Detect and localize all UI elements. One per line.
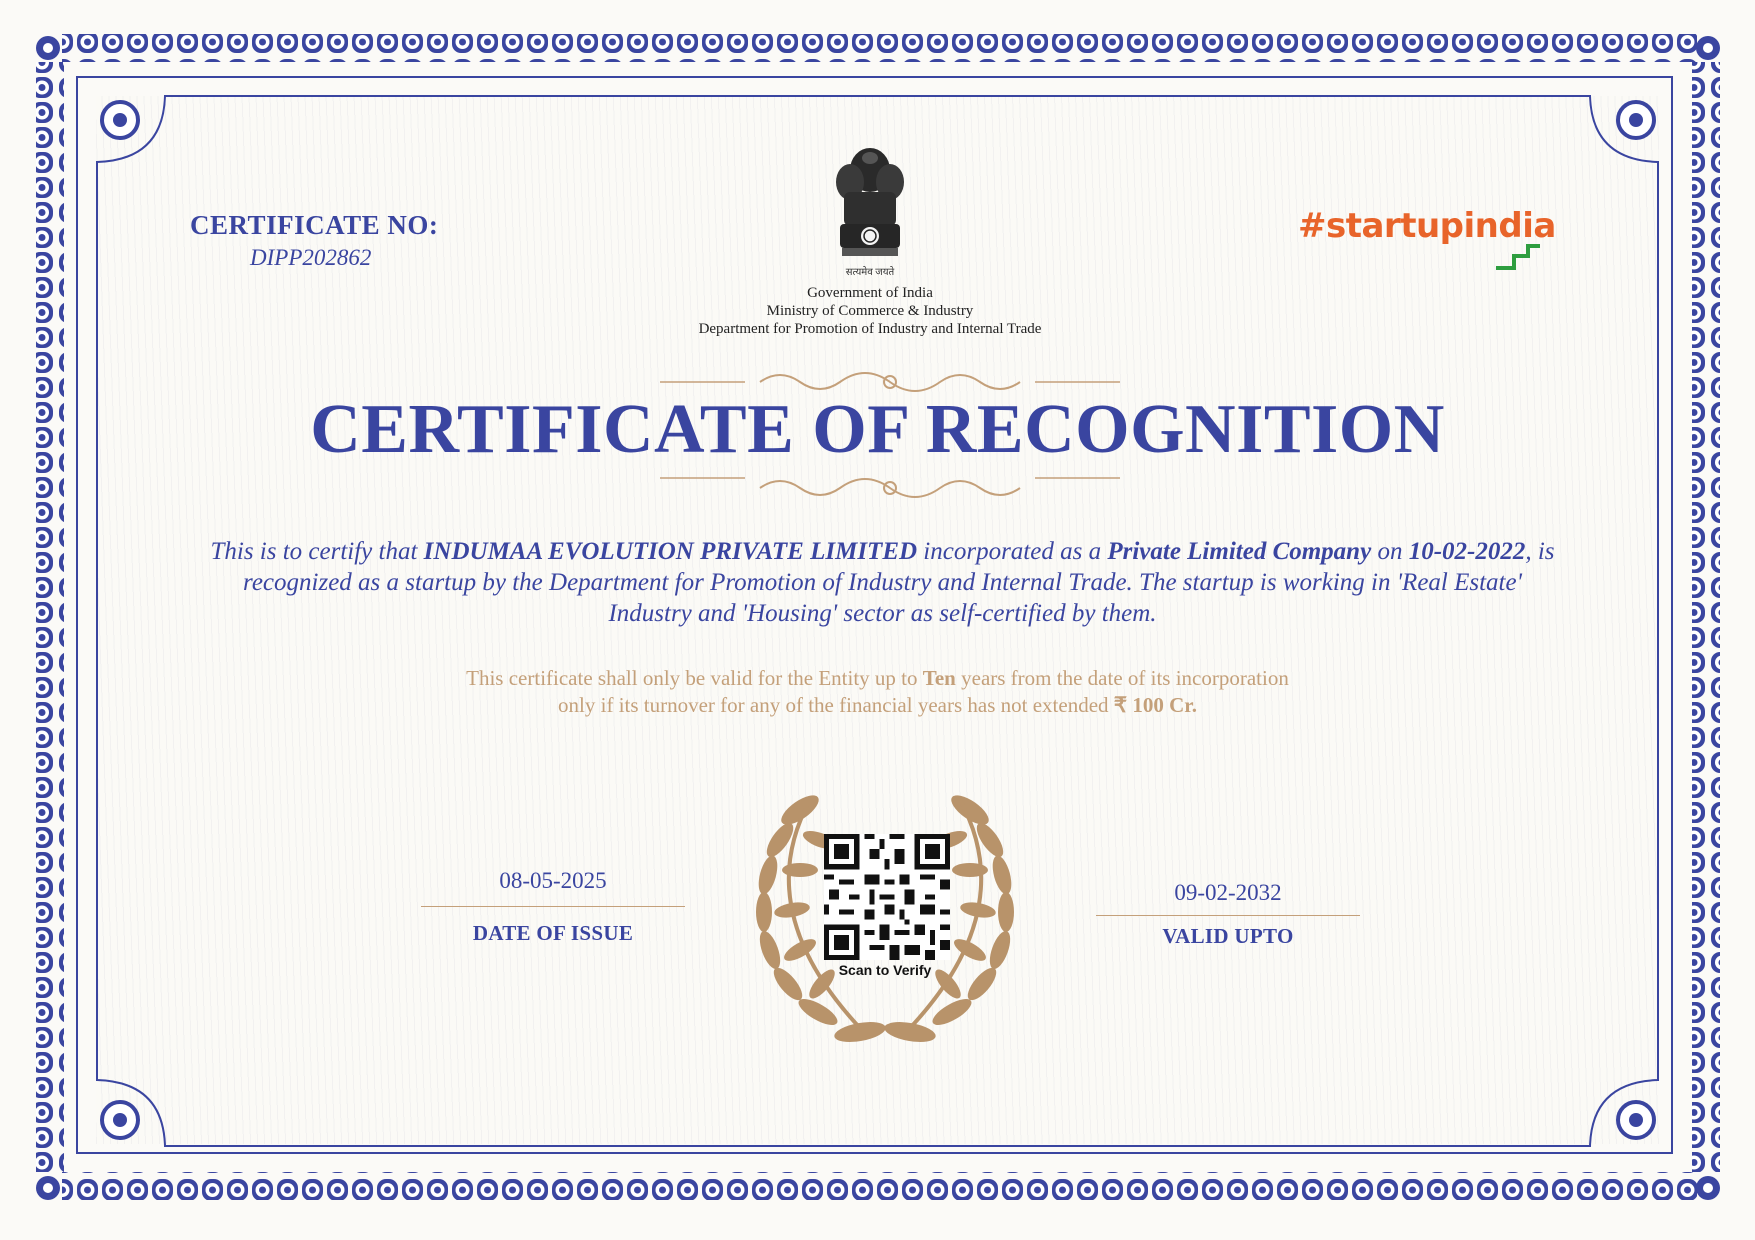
statement-recognition: , is recognized as a startup by the Department for Promotion of Industry and Internal Trade. The startup is working in 'Real Estate' Industry and 'Housing' sector as self-certified by them. [243, 538, 1555, 627]
validity-line-2 [380, 692, 1375, 719]
certificate-number-value: DIPP202862 [250, 245, 372, 270]
issuer-department: Department for Promotion of Industry and Internal Trade [698, 321, 1042, 337]
qr-caption: Scan to Verify [838, 962, 932, 978]
statement-incorporated: incorporated as a [917, 538, 1108, 565]
turnover-limit: ₹ 100 Cr. [1113, 693, 1197, 717]
issue-date-label: DATE OF ISSUE [472, 921, 634, 945]
corner-ornament-bottom-right [1616, 1100, 1656, 1140]
logo-text: #startupind [1298, 206, 1523, 246]
issuer-government: Government of India [807, 285, 933, 301]
valid-upto-date: 09-02-2032 [1174, 880, 1282, 905]
company-name: INDUMAA EVOLUTION PRIVATE LIMITED [423, 538, 918, 565]
verification-qr-code[interactable] [824, 834, 950, 960]
validity-note [380, 665, 1375, 719]
issuer-ministry: Ministry of Commerce & Industry [766, 303, 974, 319]
logo-text-end: ia [1522, 206, 1556, 246]
date-of-issue-block [421, 868, 685, 946]
startup-india-logo [1298, 206, 1556, 246]
corner-ornament-bottom-left [100, 1100, 140, 1140]
validity-text-b: years from the date of its incorporation [955, 666, 1289, 690]
corner-ornament-top-left [100, 100, 140, 140]
incorporation-date: 10-02-2022 [1408, 538, 1526, 565]
certificate-title: CERTIFICATE OF RECOGNITION [310, 391, 1445, 468]
corner-ornament-top-right [1616, 100, 1656, 140]
bottom-flourish [660, 470, 1120, 504]
company-type: Private Limited Company [1107, 538, 1372, 565]
startup-logo-step-icon [1494, 244, 1542, 270]
emblem-motto: सत्यमेव जयते [845, 267, 895, 278]
issue-date: 08-05-2025 [499, 868, 607, 893]
certification-statement [210, 536, 1555, 629]
validity-text-c: only if its turnover for any of the financial years has not extended [558, 693, 1114, 717]
validity-text-a: This certificate shall only be valid for the Entity up to [466, 666, 923, 690]
valid-upto-block [1096, 880, 1360, 949]
validity-years: Ten [922, 666, 956, 690]
statement-intro: This is to certify that [210, 538, 424, 565]
valid-upto-label: VALID UPTO [1162, 924, 1294, 948]
issue-date-line [421, 906, 685, 907]
issuer-block [600, 284, 1140, 338]
certificate-number-label: CERTIFICATE NO: [190, 210, 439, 240]
validity-line-1 [380, 665, 1375, 692]
valid-upto-line [1096, 915, 1360, 916]
statement-on: on [1371, 538, 1409, 565]
